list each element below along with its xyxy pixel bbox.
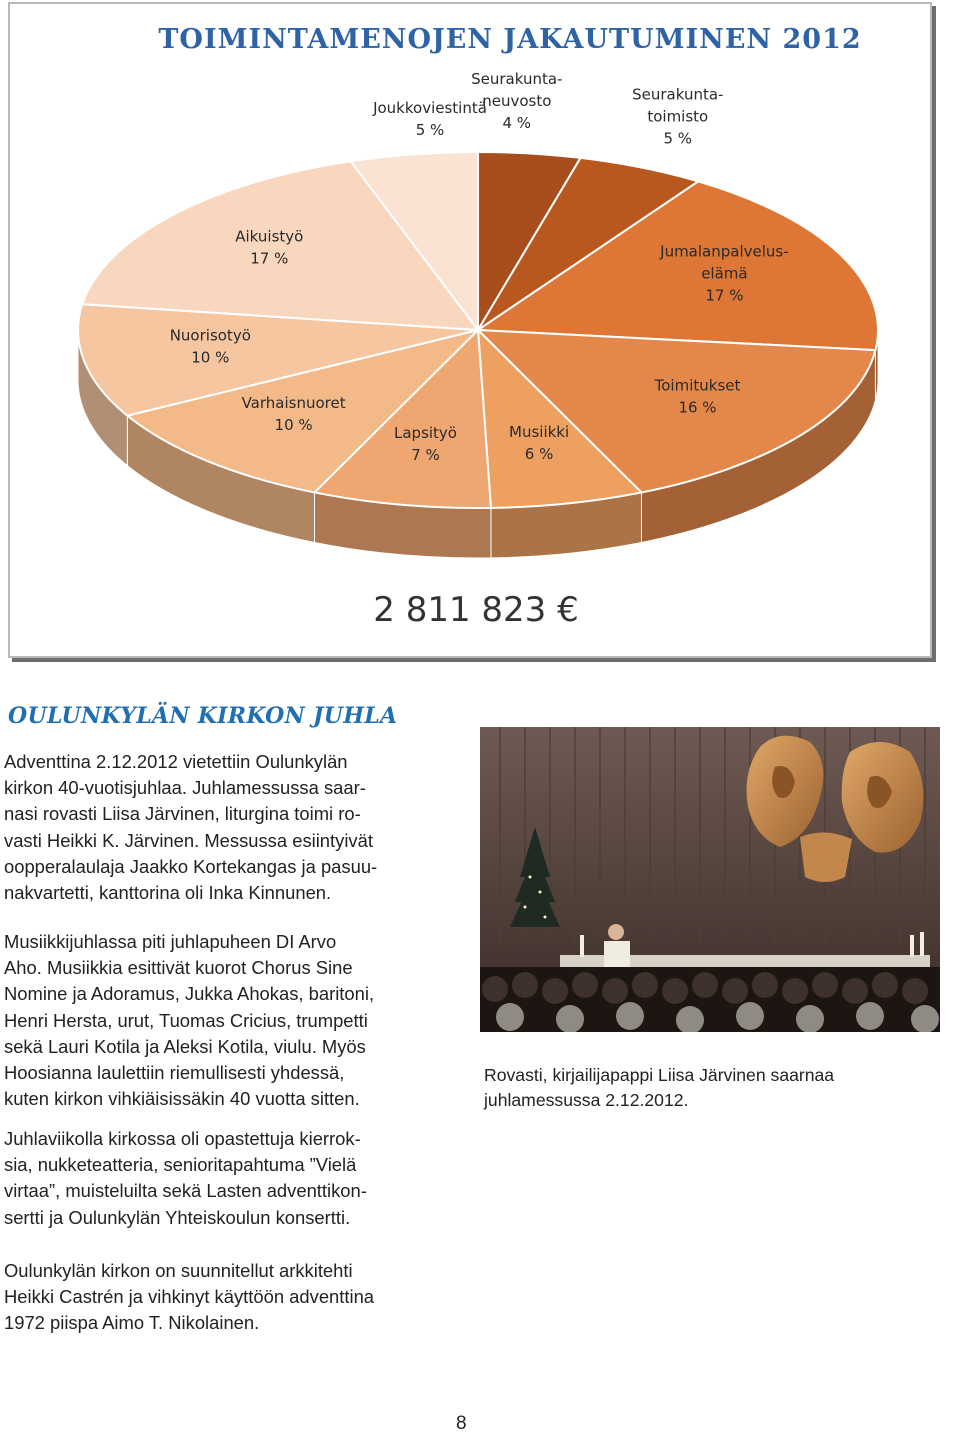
slice-percent: 16 % bbox=[678, 398, 717, 417]
text-line: 1972 piispa Aimo T. Nikolainen. bbox=[4, 1312, 260, 1334]
text-line: sertti ja Oulunkylän Yhteiskoulun konsertti. bbox=[4, 1206, 351, 1228]
article-paragraph-2 bbox=[4, 929, 466, 1112]
slice-percent: 6 % bbox=[524, 444, 554, 463]
slice-percent: 10 % bbox=[274, 416, 313, 434]
chart-title: TOIMINTAMENOJEN JAKAUTUMINEN 2012 bbox=[158, 24, 862, 55]
slice-name: Seurakunta- bbox=[632, 85, 724, 104]
text-line: oopperalaulaja Jaakko Kortekangas ja pasuu- bbox=[4, 855, 378, 877]
text-line: Hoosianna laulettiin riemullisesti yhdessä, bbox=[4, 1062, 345, 1084]
slice-name: Varhaisnuoret bbox=[241, 394, 346, 412]
text-line: nakvartetti, kanttorina oli Inka Kinnunen. bbox=[4, 882, 332, 904]
text-line: virtaa”, muisteluilta sekä Lasten adventtikon- bbox=[4, 1180, 367, 1202]
slice-name: toimisto bbox=[647, 107, 709, 126]
slice-name: Toimitukset bbox=[654, 376, 741, 395]
slice-percent: 4 % bbox=[502, 113, 532, 132]
page-number: 8 bbox=[456, 1413, 467, 1434]
slice-percent: 17 % bbox=[250, 249, 289, 268]
pie-chart-panel bbox=[8, 2, 932, 658]
pie-slice-label bbox=[372, 99, 487, 139]
slice-name: Seurakunta- bbox=[471, 69, 563, 88]
article-paragraph-1 bbox=[4, 749, 466, 906]
slice-name: Lapsityö bbox=[394, 423, 457, 442]
text-line: kirkon 40-vuotisjuhlaa. Juhlamessussa saar- bbox=[4, 777, 366, 799]
text-line: Nomine ja Adoramus, Jukka Ahokas, baritoni, bbox=[4, 983, 375, 1005]
text-line: sia, nukketeatteria, senioritapahtuma ”Vielä bbox=[4, 1154, 357, 1176]
text-line: kuten kirkon vihkiäisissäkin 40 vuotta sitten. bbox=[4, 1088, 360, 1110]
slice-percent: 17 % bbox=[705, 286, 744, 305]
text-line: Heikki Castrén ja vihkinyt käyttöön adventtina bbox=[4, 1286, 375, 1308]
total-amount: 2 811 823 € bbox=[373, 590, 579, 630]
text-line: Henri Hersta, urut, Tuomas Cricius, trumpetti bbox=[4, 1009, 368, 1031]
caption-line: juhlamessussa 2.12.2012. bbox=[484, 1090, 689, 1110]
text-line: Aho. Musiikkia esittivät kuorot Chorus Sine bbox=[4, 957, 353, 979]
slice-name: elämä bbox=[701, 264, 748, 283]
text-line: Oulunkylän kirkon on suunnitellut arkkitehti bbox=[4, 1260, 353, 1281]
slice-name: Aikuistyö bbox=[235, 227, 304, 246]
article-paragraph-3 bbox=[4, 1126, 466, 1231]
slice-percent: 5 % bbox=[663, 129, 693, 148]
article-heading: OULUNKYLÄN KIRKON JUHLA bbox=[8, 703, 398, 729]
photo-caption bbox=[484, 1063, 934, 1113]
text-line: sekä Lauri Kotila ja Aleksi Kotila, viulu. Myös bbox=[4, 1035, 366, 1057]
text-line: Musiikkijuhlassa piti juhlapuheen DI Arvo bbox=[4, 931, 337, 952]
slice-name: Joukkoviestintä bbox=[373, 99, 487, 117]
slice-name: neuvosto bbox=[482, 91, 552, 110]
caption-line: Rovasti, kirjailijapappi Liisa Järvinen saarnaa bbox=[484, 1065, 835, 1085]
article-paragraph-4 bbox=[4, 1258, 466, 1337]
text-line: Adventtina 2.12.2012 vietettiin Oulunkylän bbox=[4, 751, 348, 772]
text-line: nasi rovasti Liisa Järvinen, liturgina toimi ro- bbox=[4, 803, 361, 825]
text-line: vasti Heikki K. Järvinen. Messussa esiintyivät bbox=[4, 829, 373, 851]
slice-percent: 10 % bbox=[191, 348, 230, 367]
text-line: Juhlaviikolla kirkossa oli opastettuja kierrok- bbox=[4, 1128, 361, 1149]
slice-percent: 7 % bbox=[411, 445, 440, 464]
church-interior-photo bbox=[480, 727, 940, 1032]
slice-name: Musiikki bbox=[509, 422, 570, 441]
slice-percent: 5 % bbox=[415, 121, 445, 139]
pie-slice-label bbox=[632, 85, 723, 147]
slice-name: Jumalanpalvelus- bbox=[660, 242, 789, 261]
slice-name: Nuorisotyö bbox=[169, 326, 251, 345]
pie-chart bbox=[10, 4, 930, 656]
